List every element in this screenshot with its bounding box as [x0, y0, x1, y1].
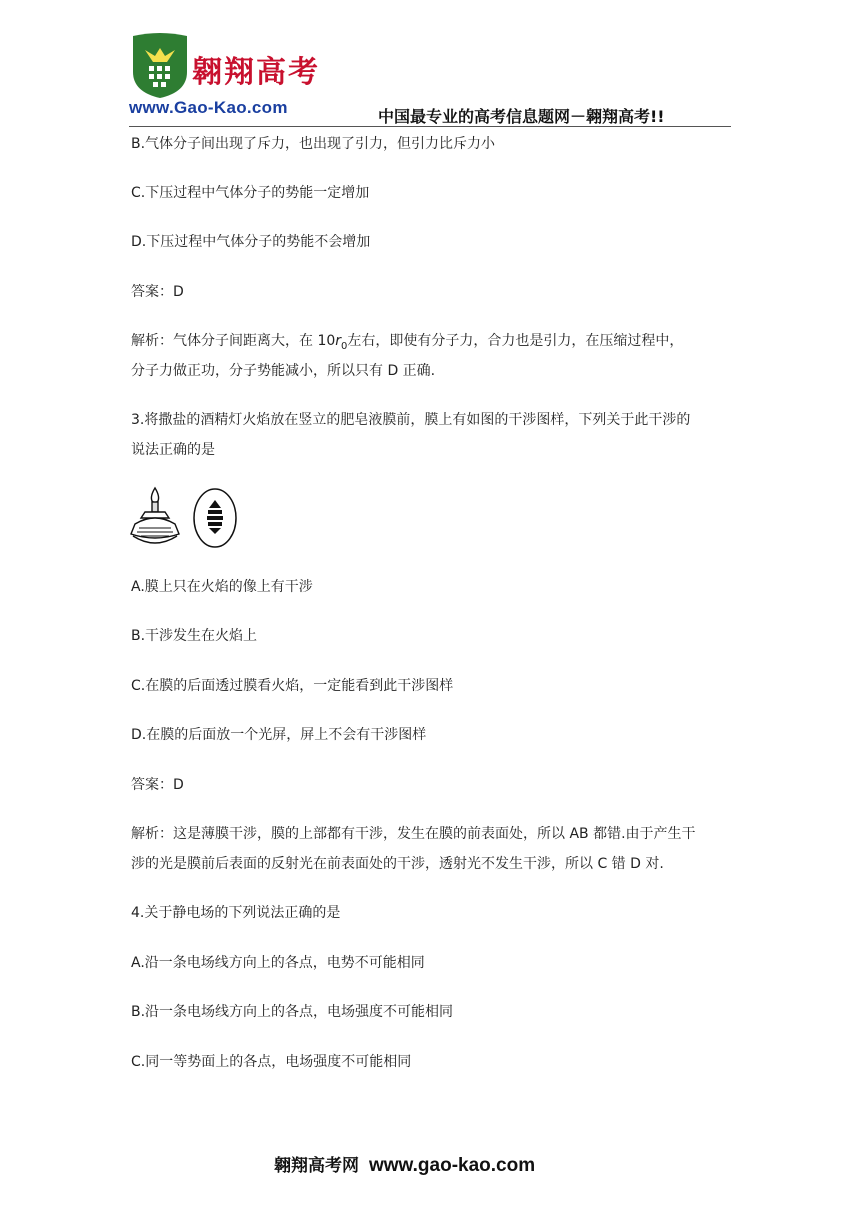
lamp-and-film-figure — [129, 486, 241, 552]
q4-stem: 4.关于静电场的下列说法正确的是 — [131, 905, 341, 921]
q2-option-b: B.气体分子间出现了斥力，也出现了引力，但引力比斥力小 — [131, 136, 496, 152]
footer-site-name: 翱翔高考网 — [274, 1156, 359, 1176]
q3-stem-line-2: 说法正确的是 — [131, 442, 215, 458]
logo-shield-icon — [129, 32, 191, 100]
q3-option-c: C.在膜的后面透过膜看火焰，一定能看到此干涉图样 — [131, 678, 454, 694]
q3-stem-line-1: 3.将撒盐的酒精灯火焰放在竖立的肥皂液膜前，膜上有如图的干涉图样，下列关于此干涉的 — [131, 412, 691, 428]
q4-option-a: A.沿一条电场线方向上的各点，电势不可能相同 — [131, 955, 425, 971]
q2-explanation-r-symbol: r — [335, 333, 342, 349]
q2-explanation-text-a: 解析：气体分子间距离大，在 10 — [131, 333, 336, 349]
q4-option-c: C.同一等势面上的各点，电场强度不可能相同 — [131, 1054, 412, 1070]
soap-film-icon — [194, 489, 236, 547]
q3-answer: 答案：D — [131, 777, 184, 793]
page-footer — [274, 1151, 535, 1177]
q3-option-b: B.干涉发生在火焰上 — [131, 628, 258, 644]
header-slogan: 中国最专业的高考信息题网－翱翔高考!! — [378, 107, 665, 126]
q2-answer: 答案：D — [131, 284, 184, 300]
q2-explanation-line-1 — [131, 331, 683, 357]
q2-explanation-r-subscript: 0 — [341, 340, 348, 352]
alcohol-lamp-icon — [131, 488, 179, 543]
logo-title: 翱翔高考 — [192, 55, 320, 90]
q2-explanation-line-2: 分子力做正功，分子势能减小，所以只有 D 正确. — [131, 363, 436, 379]
q3-explanation-line-1: 解析：这是薄膜干涉，膜的上部都有干涉，发生在膜的前表面处，所以 AB 都错.由于产生干 — [131, 826, 696, 842]
q2-explanation-text-b: 左右，即使有分子力，合力也是引力，在压缩过程中， — [347, 333, 684, 349]
q4-option-b: B.沿一条电场线方向上的各点，电场强度不可能相同 — [131, 1004, 454, 1020]
footer-url[interactable]: www.gao-kao.com — [369, 1155, 536, 1176]
header-divider — [129, 126, 731, 127]
q2-option-d: D.下压过程中气体分子的势能不会增加 — [131, 234, 371, 250]
logo-url[interactable]: www.Gao-Kao.com — [129, 98, 288, 117]
q3-option-d: D.在膜的后面放一个光屏，屏上不会有干涉图样 — [131, 727, 427, 743]
q3-option-a: A.膜上只在火焰的像上有干涉 — [131, 579, 313, 595]
q2-option-c: C.下压过程中气体分子的势能一定增加 — [131, 185, 370, 201]
q3-explanation-line-2: 涉的光是膜前后表面的反射光在前表面处的干涉，透射光不发生干涉，所以 C 错 D 对. — [131, 856, 664, 872]
